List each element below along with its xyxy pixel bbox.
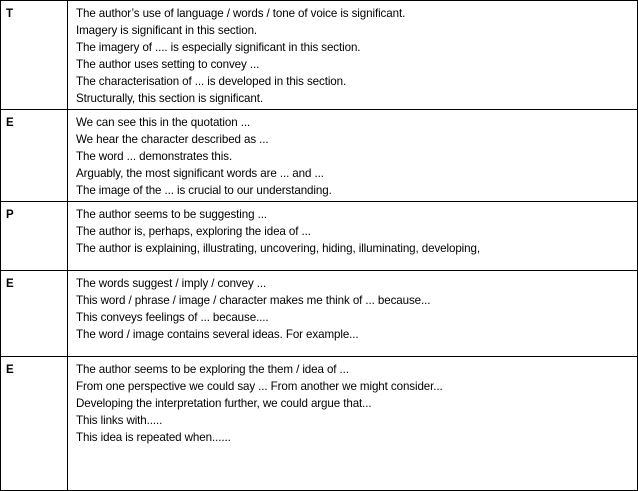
sentence-starter: We hear the character described as ... bbox=[76, 133, 269, 146]
sentence-starter: Imagery is significant in this section. bbox=[76, 24, 258, 37]
letter-cell bbox=[1, 110, 68, 202]
sentence-starters-cell bbox=[68, 202, 638, 271]
row-letter: E bbox=[6, 117, 14, 129]
sentence-starters-cell bbox=[68, 1, 638, 110]
row-letter: E bbox=[6, 278, 14, 290]
sentence-starters-list bbox=[68, 271, 637, 345]
sentence-starter: Structurally, this section is significant. bbox=[76, 92, 263, 105]
letter-cell bbox=[1, 202, 68, 271]
sentence-starter: This idea is repeated when...... bbox=[76, 431, 231, 444]
letter-cell bbox=[1, 1, 68, 110]
sentence-starter: The characterisation of ... is developed in this section. bbox=[76, 75, 347, 88]
table-row bbox=[1, 110, 638, 202]
sentence-starter: From one perspective we could say ... From another we might consider... bbox=[76, 380, 443, 393]
sentence-starter: Arguably, the most significant words are ... and ... bbox=[76, 167, 324, 180]
row-letter: T bbox=[6, 8, 14, 20]
table-row bbox=[1, 271, 638, 357]
sentence-starter: The author’s use of language / words / tone of voice is significant. bbox=[76, 7, 406, 20]
sentence-starter: The author seems to be suggesting ... bbox=[76, 208, 267, 221]
sentence-starter: The word / image contains several ideas. For example... bbox=[76, 328, 359, 341]
sentence-starter: The author is, perhaps, exploring the idea of ... bbox=[76, 225, 311, 238]
sentence-starter: The author is explaining, illustrating, uncovering, hiding, illuminating, developing, bbox=[76, 242, 480, 255]
row-letter: P bbox=[6, 209, 14, 221]
sentence-starter: We can see this in the quotation ... bbox=[76, 116, 251, 129]
table-row bbox=[1, 357, 638, 491]
sentence-starter: The image of the ... is crucial to our understanding. bbox=[76, 184, 332, 197]
sentence-starter: The words suggest / imply / convey ... bbox=[76, 277, 267, 290]
table-row bbox=[1, 1, 638, 110]
sentence-starter: This word / phrase / image / character makes me think of ... because... bbox=[76, 294, 431, 307]
sentence-starter: This conveys feelings of ... because.... bbox=[76, 311, 269, 324]
sentence-starter: The imagery of .... is especially significant in this section. bbox=[76, 41, 361, 54]
row-letter: E bbox=[6, 364, 14, 376]
letter-cell bbox=[1, 357, 68, 491]
letter-cell bbox=[1, 271, 68, 357]
sentence-starter: The word ... demonstrates this. bbox=[76, 150, 233, 163]
sentence-starters-cell bbox=[68, 110, 638, 202]
sentence-starters-list bbox=[68, 357, 637, 448]
sentence-starters-cell bbox=[68, 357, 638, 491]
sentence-starters-list bbox=[68, 202, 637, 259]
sentence-starters-list bbox=[68, 1, 637, 109]
sentence-starters-list bbox=[68, 110, 637, 201]
sentence-starter: The author uses setting to convey ... bbox=[76, 58, 260, 71]
table-row bbox=[1, 202, 638, 271]
sentence-starters-cell bbox=[68, 271, 638, 357]
sentence-starter: The author seems to be exploring the them / idea of ... bbox=[76, 363, 349, 376]
sentence-starter: This links with..... bbox=[76, 414, 163, 427]
sentence-starter: Developing the interpretation further, we could argue that... bbox=[76, 397, 372, 410]
